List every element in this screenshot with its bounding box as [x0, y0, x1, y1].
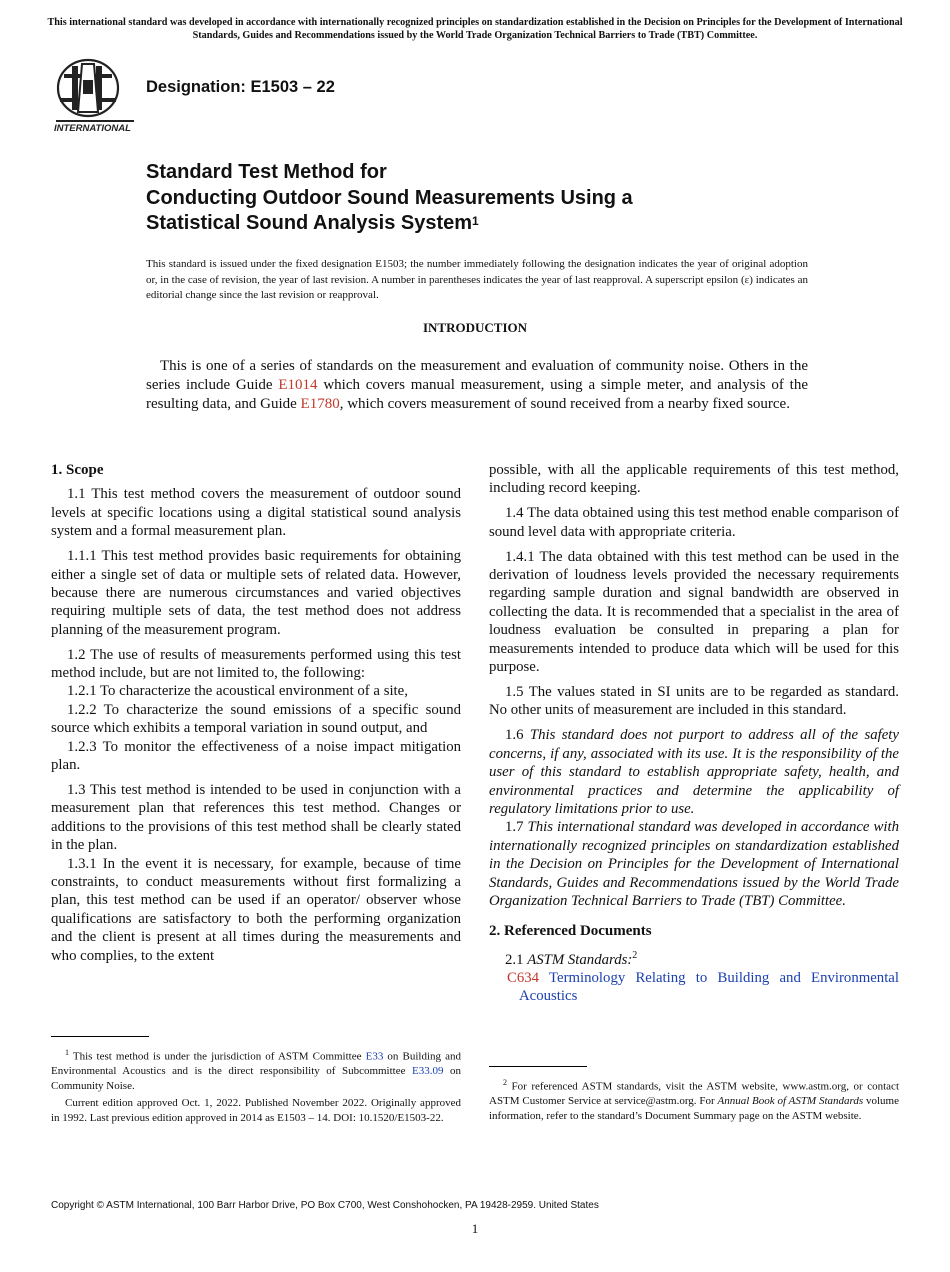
para-2-1 [489, 947, 899, 969]
footnote-left [51, 1046, 461, 1128]
title-line-2: Conducting Outdoor Sound Measurements Using a [146, 186, 633, 209]
footnote-1-para-b: Current edition approved Oct. 1, 2022. Published November 2022. Originally approved in 1992. Last previous edition approved in 2014 as E1503 – 14. DOI: 10.1520/E1503-22. [51, 1097, 461, 1124]
footnote-2-mark: 2 [503, 1078, 507, 1087]
para-1-1-1: 1.1.1 This test method provides basic requirements for obtaining either a single set of data or multiple sets of related data. However, because there are numerous circumstances and varied objectives requiring multiple sets of data, the test method does not address planning of the measurement program. [51, 548, 461, 638]
title-footnote-mark: 1 [472, 214, 479, 228]
intro-part-3: , which covers measurement of sound received from a nearby fixed source. [339, 396, 790, 412]
footnote-1-text-3: on Community Noise. [51, 1065, 461, 1092]
para-2-1-footnote-mark: 2 [632, 949, 638, 961]
ref-title-c634[interactable]: Terminology Relating to Building and Environmental Acoustics [519, 970, 899, 1005]
para-1-7-number: 1.7 [505, 819, 528, 836]
para-1-2-2: 1.2.2 To characterize the sound emissions of a specific sound source which exhibits a temporal variation in sound output, and [51, 701, 461, 737]
ref-link-e1780[interactable]: E1780 [300, 396, 340, 412]
para-1-6 [489, 726, 899, 818]
para-1-3: 1.3 This test method is intended to be used in conjunction with a measurement plan that references this test method. Changes or additions to the provisions of this test method shall be clearly stated in the plan. [51, 782, 461, 854]
para-1-2-1: 1.2.1 To characterize the acoustical environment of a site, [67, 683, 408, 700]
link-e33-09[interactable]: E33.09 [412, 1065, 444, 1078]
copyright-line: Copyright © ASTM International, 100 Barr Harbor Drive, PO Box C700, West Conshohocken, PA 19428-2959. United States [51, 1200, 599, 1211]
page-number: 1 [471, 1221, 479, 1236]
footnote-2-text-1: For referenced ASTM standards, visit the ASTM website, www.astm.org, or contact ASTM Customer Service at service@astm.org. For [489, 1080, 899, 1108]
para-1-2: 1.2 The use of results of measurements performed using this test method include, but are not limited to, the following: [51, 646, 461, 682]
para-1-6-number: 1.6 [505, 727, 530, 744]
footnote-2-italic: Annual Book of ASTM Standards [717, 1095, 864, 1108]
section-2-heading: 2. Referenced Documents [489, 923, 652, 940]
title-line-3-text: Statistical Sound Analysis System [146, 212, 473, 234]
issued-note: This standard is issued under the fixed designation E1503; the number immediately following the designation indicates the year of original adoption or, in the case of revision, the year of last revision. A number in parentheses indicates the year of last reapproval. A superscript epsilon (ε) indicates an editorial change since the last revision or reapproval. [146, 258, 808, 301]
astm-logo [52, 56, 134, 134]
para-1-3-1-continued: possible, with all the applicable requirements of this test method, including record keeping. [489, 462, 899, 497]
footnote-1-para-a [51, 1046, 461, 1093]
para-2-1-text: ASTM Standards: [527, 951, 633, 968]
para-1-2-3: 1.2.3 To monitor the effectiveness of a noise impact mitigation plan. [51, 738, 461, 774]
footnote-1-text-2: on Building and Environmental Acoustics and is the direct responsibility of Subcommittee [51, 1050, 461, 1078]
ref-link-e1014[interactable]: E1014 [278, 377, 318, 393]
footnote-2-para [489, 1076, 899, 1123]
footnote-right [489, 1076, 899, 1126]
title-line-1: Standard Test Method for [146, 161, 387, 183]
introduction-text [146, 357, 808, 414]
para-1-5: 1.5 The values stated in SI units are to be regarded as standard. No other units of measurement are included in this standard. [489, 683, 899, 719]
introduction-heading: INTRODUCTION [422, 320, 527, 335]
designation: Designation: E1503 – 22 [146, 78, 335, 96]
logo-text: INTERNATIONAL [54, 123, 131, 134]
left-column [51, 461, 461, 965]
section-1-heading: 1. Scope [51, 462, 104, 478]
footnote-1-mark: 1 [65, 1048, 69, 1057]
top-notice: This international standard was developed in accordance with internationally recognized principles on standardization established in the Decision on Principles for the Development of International Standards, Guides and Recommendations issued by the World Trade Organization Technical Barriers to Trade (TBT) Committee. [47, 17, 903, 41]
para-1-7 [489, 818, 899, 910]
title-line-3 [146, 211, 846, 237]
para-1-3-1: 1.3.1 In the event it is necessary, for example, because of time constraints, to conduct measurements without first formalizing a plan, this test method can be used if an operator/ observer whose qualifications are satisfactory to both the performing organization and the client is present at all times during the measurements and who complies, to the extent [51, 855, 461, 964]
para-2-1-number: 2.1 [505, 951, 528, 968]
footnote-2-text-2: volume information, refer to the standard’s Document Summary page on the ASTM website. [489, 1095, 899, 1122]
document-title [146, 160, 846, 237]
footnote-rule-left [51, 1036, 149, 1037]
footnote-1-text-1: This test method is under the jurisdiction of ASTM Committee [72, 1050, 366, 1063]
intro-part-1: This is one of a series of standards on the measurement and evaluation of community noise. Others in the series include Guide [146, 358, 808, 393]
link-e33[interactable]: E33 [365, 1050, 384, 1063]
para-1-1: 1.1 This test method covers the measurement of outdoor sound levels at specific locations using a digital statistical sound analysis system and a formal measurement plan. [51, 486, 461, 540]
referenced-document-c634 [489, 969, 899, 1006]
right-column [489, 461, 899, 1006]
para-1-4-1: 1.4.1 The data obtained with this test method can be used in the derivation of loudness levels provided the necessary requirements regarding sample duration and signal bandwidth are observed in collecting the data. It is recommended that a specialist in the area of loudness evaluation be consulted in preparing a plan for measurements intended to produce data which will be used for this purpose. [489, 548, 899, 676]
intro-part-2: which covers manual measurement, using a simple meter, and analysis of the resulting data, and Guide [146, 377, 808, 412]
para-1-4: 1.4 The data obtained using this test method enable comparison of sound level data with appropriate criteria. [489, 505, 899, 540]
para-1-6-text: This standard does not purport to address all of the safety concerns, if any, associated with its use. It is the responsibility of the user of this standard to establish appropriate safety, health, and environmental practices and determine the applicability of regulatory limitations prior to use. [489, 727, 899, 817]
para-1-7-text: This international standard was developed in accordance with internationally recognized principles on standardization established in the Decision on Principles for the Development of International Standards, Guides and Recommendations issued by the World Trade Organization Technical Barriers to Trade (TBT) Committee. [489, 819, 899, 909]
ref-link-c634[interactable]: C634 [507, 970, 540, 987]
footnote-rule-right [489, 1066, 587, 1067]
